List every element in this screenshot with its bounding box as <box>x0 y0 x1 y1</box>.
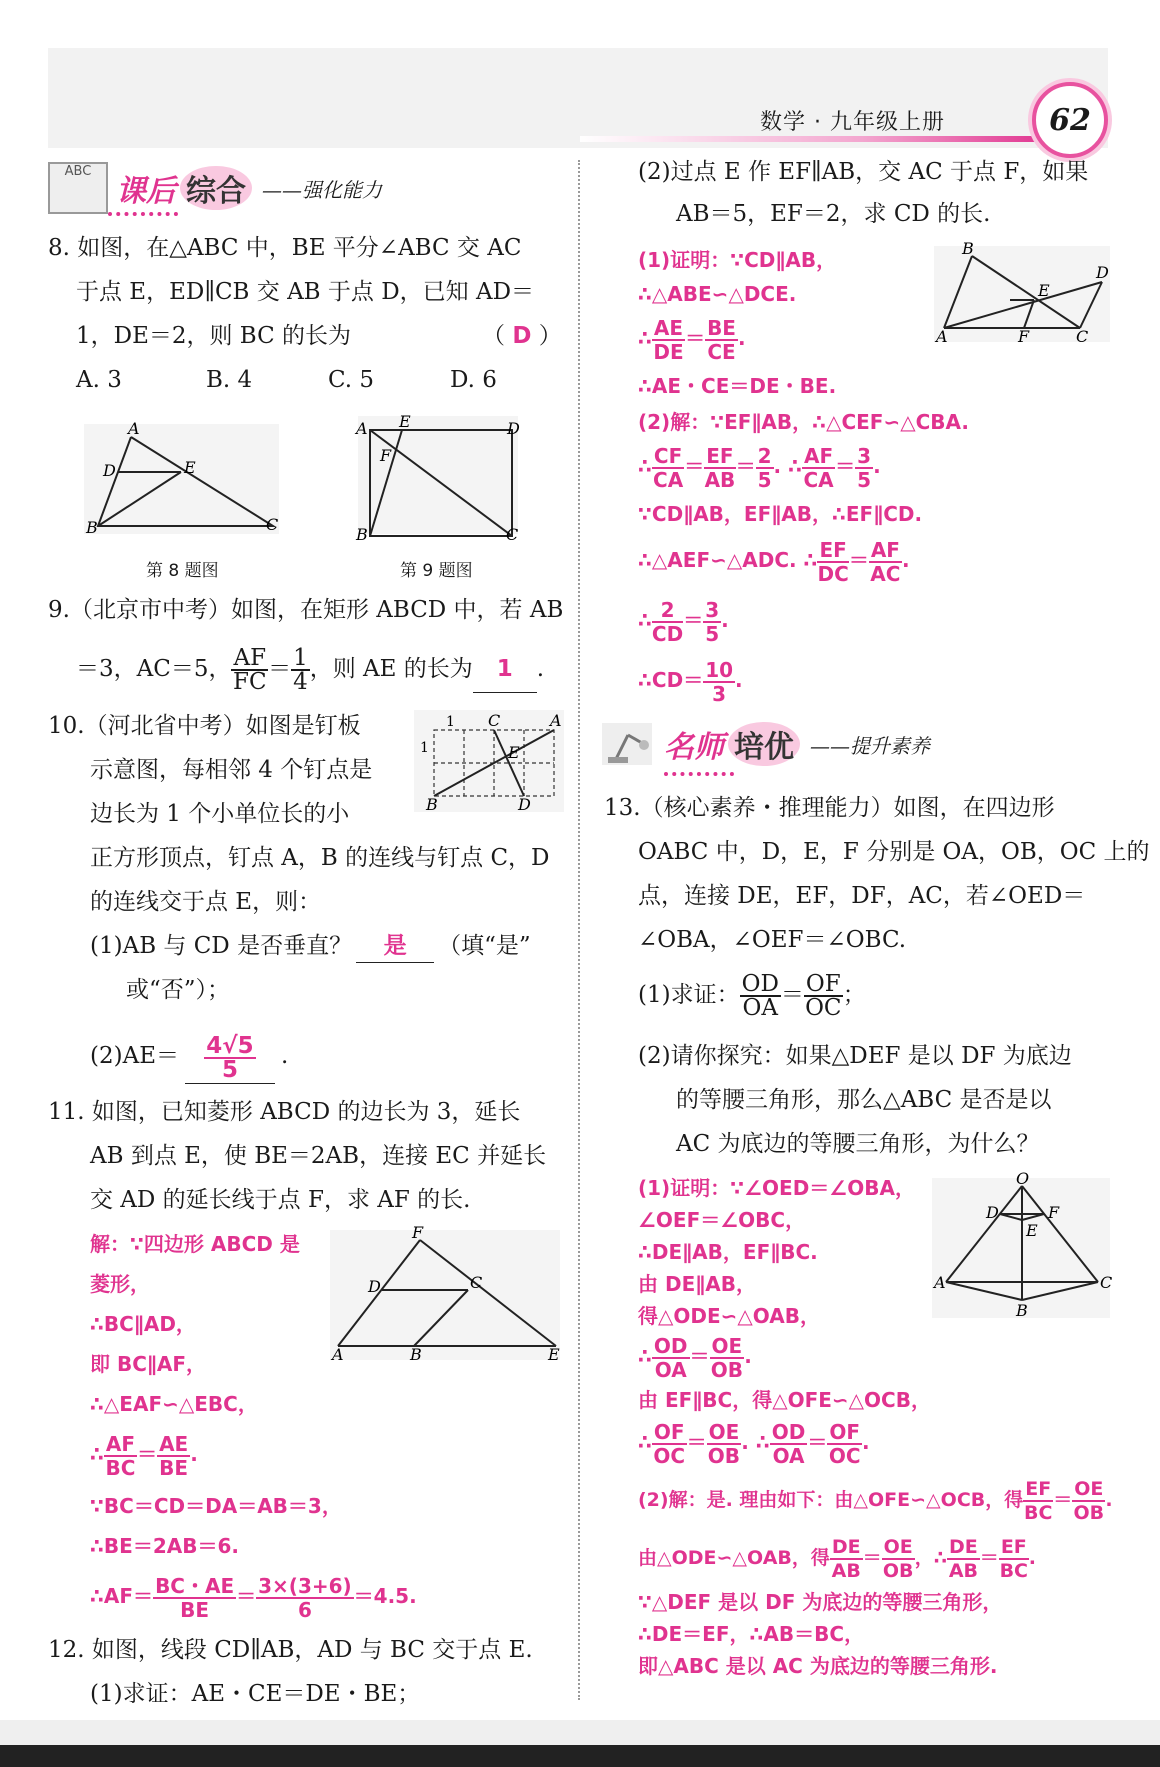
fig12-label-c: C <box>1076 327 1089 346</box>
q11-sol9-pre: ∴AF＝ <box>90 1584 154 1608</box>
q10-part2-end: . <box>280 1043 289 1069</box>
q8-option-a: A. 3 <box>76 367 122 393</box>
q10-part1-hint: （填“是” <box>438 933 531 959</box>
header-accent-line <box>580 136 1050 142</box>
q13-sol-5: 得△ODE∽△OAB， <box>638 1304 820 1328</box>
q12-sol-6 <box>638 442 881 491</box>
q12-sol3-pre: ∴ <box>638 326 652 350</box>
q12-s6-n4: AF <box>804 443 834 468</box>
q9-frac-af-fc <box>231 647 268 693</box>
q11-frac-ae-be <box>157 1433 190 1479</box>
q12-frac-ae-de <box>652 317 685 363</box>
figure-13 <box>930 1172 1112 1322</box>
q11-sol-3: ∴BC∥AD， <box>90 1312 196 1336</box>
q11-sol6-eq: ＝ <box>137 1442 158 1466</box>
q12-sol6-end: . <box>873 454 881 478</box>
q12-s6-n2: EF <box>706 443 734 468</box>
q13-p1-end: ； <box>842 982 866 1008</box>
q12-sol9-eq: ＝ <box>683 608 704 632</box>
q10-part2-answer <box>204 1032 255 1083</box>
q13-sol-frac-ef-bc2 <box>999 1536 1029 1582</box>
q13-sol-12: ∴DE＝EF，∴AB＝BC， <box>638 1622 865 1646</box>
q13-s6-d2: OB <box>710 1357 743 1382</box>
q12-sol6-mid: . ∴ <box>773 454 802 478</box>
q10-answer-den: 5 <box>221 1056 238 1083</box>
q12-sol6-eq1: ＝ <box>684 454 705 478</box>
q13-sol-10 <box>638 1534 1036 1582</box>
q13-sol-9 <box>638 1476 1113 1524</box>
q12-frac-af-ca <box>802 445 835 491</box>
q13-s10-pre: 由△ODE∽△OAB，得 <box>638 1547 830 1569</box>
fig10-label-b: B <box>426 795 438 814</box>
q12-frac-3-5b <box>703 599 721 645</box>
q11-frac1-num: AF <box>105 1431 136 1456</box>
fig9-caption: 第 9 题图 <box>400 561 473 581</box>
q13-sol-7: 由 EF∥BC，得△OFE∽△OCB， <box>638 1388 931 1412</box>
q13-line2: OABC 中，D，E，F 分别是 OA，OB，OC 上的 <box>638 839 1150 865</box>
q13-sol-frac-od-oa2 <box>770 1421 808 1467</box>
section-title-part2: 综合 <box>180 166 252 210</box>
q13-s8-d2: OB <box>707 1443 741 1468</box>
q12-s3-n1: AE <box>653 315 684 340</box>
fig8-label-d: D <box>103 461 116 480</box>
q12-frac-ef-ab <box>704 445 735 491</box>
section-title-part1: 课后 <box>116 174 176 209</box>
q13-part2c: AC 为底边的等腰三角形，为什么？ <box>676 1131 1040 1157</box>
q13-s6-end: . <box>744 1344 752 1368</box>
q13-s10-n4: EF <box>1000 1535 1027 1558</box>
q11-sol-1: 解：∵四边形 ABCD 是 <box>90 1232 300 1256</box>
q11-sol6-pre: ∴ <box>90 1442 104 1466</box>
q11-sol-5: ∴△EAF∽△EBC， <box>90 1392 258 1416</box>
q13-p1-eq: ＝ <box>780 982 804 1008</box>
fig9-label-b: B <box>356 525 368 542</box>
q12-sol-2: ∴△ABE∽△DCE. <box>638 282 797 306</box>
q11-frac4-num: 3×(3+6) <box>258 1573 352 1598</box>
q10-part2-blank <box>185 1031 275 1084</box>
q13-s6-d1: OA <box>654 1357 687 1382</box>
q13-s8-n3: OD <box>771 1419 806 1444</box>
figure-11 <box>328 1222 563 1362</box>
q13-s10-eq2: ＝ <box>979 1547 999 1569</box>
q13-frac-od-oa <box>740 973 781 1019</box>
q12-s6-d3: 5 <box>757 467 772 492</box>
q13-s10-d3: AB <box>948 1559 978 1582</box>
q13-sol-frac-od-oa <box>652 1335 690 1381</box>
q10-line5: 的连线交于点 E，则： <box>90 889 322 915</box>
q12-s8-d2: AC <box>870 561 901 586</box>
fig11-label-d: D <box>368 1277 381 1296</box>
q12-s3-n2: BE <box>707 315 736 340</box>
fig8-caption: 第 8 题图 <box>146 561 219 581</box>
q13-s10-n3: DE <box>949 1535 978 1558</box>
q13-sol-1: (1)证明：∵∠OED＝∠OBA， <box>638 1176 915 1200</box>
figure-10 <box>412 708 567 816</box>
q12-sol9-pre: ∴ <box>638 608 652 632</box>
fig8-label-a: A <box>128 419 140 438</box>
q12-frac-be-ce <box>705 317 738 363</box>
fig13-label-b: B <box>1016 1301 1028 1320</box>
q13-s6-eq: ＝ <box>689 1344 710 1368</box>
q9-line2 <box>76 646 544 693</box>
q12-line1: 12. 如图，线段 CD∥AB，AD 与 BC 交于点 E. <box>48 1637 533 1663</box>
figure-9 <box>352 410 527 542</box>
q13-sol-frac-de-ab <box>830 1536 863 1582</box>
footer-bar <box>0 1745 1160 1767</box>
q8-line2: 于点 E，ED∥CB 交 AB 于点 D，已知 AD＝ <box>76 279 535 305</box>
fig11-label-f: F <box>412 1223 424 1242</box>
q8-answer: D <box>512 323 532 349</box>
q12-s6-n3: 2 <box>757 443 772 468</box>
q10-line4: 正方形顶点，钉点 A，B 的连线与钉点 C，D <box>90 845 550 871</box>
q12-s9-d2: 5 <box>705 621 720 646</box>
footer-band <box>0 1720 1160 1745</box>
q8-option-b: B. 4 <box>206 367 253 393</box>
q13-sol-frac-oe-ob4 <box>882 1536 915 1582</box>
q10-part1-text: (1)AB 与 CD 是否垂直？ <box>90 933 353 959</box>
q13-s6-n1: OD <box>653 1333 688 1358</box>
q13-s8-n2: OE <box>708 1419 740 1444</box>
q9-frac2-num: 1 <box>293 645 308 671</box>
q13-s9-end: . <box>1105 1489 1113 1511</box>
q9-end: . <box>536 656 545 682</box>
fig10-label-a: A <box>550 711 562 730</box>
q11-sol9-eq: ＝ <box>236 1584 257 1608</box>
fig10-label-c: C <box>488 711 501 730</box>
q11-frac-af-bc <box>104 1433 137 1479</box>
q13-sol-frac-de-ab2 <box>947 1536 980 1582</box>
q13-sol-11: ∵△DEF 是以 DF 为底边的等腰三角形， <box>638 1590 1003 1614</box>
q12-s6-d4: CA <box>803 467 834 492</box>
q13-line3: 点，连接 DE，EF，DF，AC，若∠OED＝ <box>638 883 1086 909</box>
fig9-label-f: F <box>380 446 392 465</box>
q8-paren-close: ） <box>538 323 562 349</box>
q13-s8-eq2: ＝ <box>807 1430 828 1454</box>
fig11-label-b: B <box>410 1345 422 1362</box>
q13-s8-d1: OC <box>653 1443 686 1468</box>
q12-s6-n1: CF <box>653 443 683 468</box>
q12-sol6-eq2: ＝ <box>735 454 756 478</box>
q13-s10-end: . <box>1028 1547 1036 1569</box>
q12-frac-2-cd <box>652 599 683 645</box>
fig13-label-a: A <box>934 1273 946 1292</box>
header-band <box>48 48 1108 148</box>
q12-s3-d1: DE <box>653 339 684 364</box>
fig13-label-d: D <box>986 1203 999 1222</box>
fig8-label-c: C <box>266 515 279 534</box>
lamp-icon <box>598 719 656 769</box>
q8-answer-paren <box>482 320 562 352</box>
q12-sol6-eq3: ＝ <box>835 454 856 478</box>
q13-s8-eq: ＝ <box>686 1430 707 1454</box>
q11-frac3-num: BC・AE <box>155 1573 235 1598</box>
q12-s9-n1: 2 <box>652 599 683 623</box>
q9-frac-den: FC <box>232 669 267 695</box>
q11-frac2-den: BE <box>159 1455 189 1480</box>
page-number: 62 <box>1049 102 1091 138</box>
fig12-label-e: E <box>1038 281 1050 300</box>
section2-subtitle: ——提升素养 <box>810 733 930 758</box>
q12-s8-d1: DC <box>817 561 849 586</box>
book-icon-label: ABC <box>64 164 92 179</box>
q12-frac-2-5 <box>756 445 774 491</box>
section-subtitle: ——强化能力 <box>262 177 382 202</box>
fig12-label-d: D <box>1096 263 1109 282</box>
fig9-label-a: A <box>356 419 368 438</box>
q9-line1: 9.（北京市中考）如图，在矩形 ABCD 中，若 AB <box>48 597 564 623</box>
q13-sol-13: 即△ABC 是以 AC 为底边的等腰三角形. <box>638 1654 998 1678</box>
q12-sol10-end: . <box>735 668 743 692</box>
q13-s8-n1: OF <box>653 1419 685 1444</box>
q9-answer-blank <box>473 646 537 693</box>
q13-s8-d3: OA <box>772 1443 805 1468</box>
q9-eq: ＝ <box>268 656 292 682</box>
q12-s6-d2: AB <box>704 467 736 492</box>
q11-sol-9 <box>90 1572 417 1621</box>
q13-p1-n1: OD <box>741 971 779 997</box>
q10-part2 <box>90 1030 288 1084</box>
q12-frac-3-5 <box>855 445 873 491</box>
section-dots <box>108 212 178 220</box>
q13-sol-frac-of-oc2 <box>827 1421 862 1467</box>
q11-sol-2: 菱形， <box>90 1272 150 1296</box>
q9-frac-1-4 <box>291 647 310 693</box>
q10-answer-num: 4√5 <box>206 1032 254 1059</box>
q12-frac-cf-ca <box>652 445 684 491</box>
q11-frac1-den: BC <box>105 1455 136 1480</box>
fig8-label-e: E <box>184 458 196 477</box>
q13-frac-of-oc <box>804 973 843 1019</box>
q13-sol-frac-oe-ob2 <box>707 1421 742 1467</box>
q12-sol-10 <box>638 656 743 705</box>
book-icon <box>48 162 108 214</box>
q12-sol-7: ∵CD∥AB，EF∥AB，∴EF∥CD. <box>638 502 923 526</box>
q13-part1 <box>638 970 866 1020</box>
q13-s10-d2: OB <box>882 1559 914 1582</box>
q11-sol-6 <box>90 1430 198 1479</box>
q11-frac-calc <box>256 1575 354 1621</box>
q13-sol-2: ∠OEF＝∠OBC， <box>638 1208 806 1232</box>
q12-s10-d1: 3 <box>712 681 727 706</box>
fig11-label-e: E <box>548 1345 560 1362</box>
q11-frac4-den: 6 <box>297 1597 312 1622</box>
q13-line1: 13.（核心素养・推理能力）如图，在四边形 <box>604 795 1055 821</box>
fig12-label-f: F <box>1018 327 1030 346</box>
q13-s10-n2: OE <box>883 1535 913 1558</box>
q12-frac-af-ac <box>869 539 902 585</box>
q11-sol-4: 即 BC∥AF， <box>90 1352 207 1376</box>
q11-frac-bcae-be <box>153 1575 236 1621</box>
q11-line3: 交 AD 的延长线于点 F，求 AF 的长. <box>90 1187 471 1213</box>
q13-s10-n1: DE <box>831 1535 861 1558</box>
q13-part2a: (2)请你探究：如果△DEF 是以 DF 为底边 <box>638 1043 1072 1069</box>
fig9-label-e: E <box>399 412 411 431</box>
fig13-label-f: F <box>1048 1203 1060 1222</box>
q8-line1: 8. 如图，在△ABC 中，BE 平分∠ABC 交 AC <box>48 235 522 261</box>
figure-12 <box>932 240 1112 348</box>
q9-frac2-den: 4 <box>293 669 308 695</box>
q12-sol6-pre: ∴ <box>638 454 652 478</box>
fig11-label-a: A <box>332 1345 344 1362</box>
q13-s9-d2: OB <box>1073 1501 1105 1524</box>
q11-frac3-den: BE <box>180 1597 210 1622</box>
q9-answer: 1 <box>496 656 513 682</box>
q12-s8-n1: EF <box>819 537 847 562</box>
q13-s6-pre: ∴ <box>638 1344 652 1368</box>
q12-sol-1: (1)证明：∵CD∥AB， <box>638 248 837 272</box>
q13-s10-mid: ，∴ <box>914 1547 948 1569</box>
q9-text-b: ，则 AE 的长为 <box>309 656 473 682</box>
q12-sol8-eq: ＝ <box>848 548 869 572</box>
fig11-label-c: C <box>470 1273 483 1292</box>
q12-s9-n2: 3 <box>705 597 720 622</box>
q13-s6-n2: OE <box>711 1333 743 1358</box>
q12-sol-8 <box>638 536 910 585</box>
q11-frac2-num: AE <box>159 1431 189 1456</box>
q12-sol3-end: . <box>737 326 746 350</box>
q10-line3: 边长为 1 个小单位长的小 <box>90 801 350 827</box>
q12-sol9-end: . <box>721 608 729 632</box>
fig9-label-c: C <box>506 525 519 542</box>
q13-sol-frac-of-oc <box>652 1421 687 1467</box>
q11-line1: 11. 如图，已知菱形 ABCD 的边长为 3，延长 <box>48 1099 521 1125</box>
q10-part1-blank <box>356 930 434 963</box>
q13-s8-d4: OC <box>828 1443 861 1468</box>
q13-sol-4: 由 DE∥AB， <box>638 1272 756 1296</box>
section-title-advanced <box>598 716 930 772</box>
section2-title-part2: 培优 <box>728 722 800 766</box>
q12-s8-n2: AF <box>870 537 900 562</box>
q12-sol10-pre: ∴CD＝ <box>638 668 704 692</box>
fig12-label-b: B <box>962 240 974 258</box>
fig9-label-d: D <box>507 419 520 438</box>
q10-part2-text: (2)AE＝ <box>90 1043 179 1069</box>
q13-s8-mid: . ∴ <box>741 1430 770 1454</box>
q13-s8-n4: OF <box>829 1419 861 1444</box>
q12-part2b: AB＝5，EF＝2，求 CD 的长. <box>676 201 991 227</box>
q12-part1: (1)求证：AE・CE＝DE・BE； <box>90 1681 421 1707</box>
q11-sol6-end: . <box>190 1442 198 1466</box>
figure-8 <box>78 418 288 543</box>
q9-frac-num: AF <box>233 645 267 671</box>
q12-frac-ef-dc <box>817 539 848 585</box>
fig10-label-d: D <box>518 795 531 814</box>
q12-s6-d5: 5 <box>857 467 872 492</box>
q10-part1-answer: 是 <box>383 933 407 959</box>
q8-option-d: D. 6 <box>450 367 497 393</box>
section2-dots <box>664 772 734 780</box>
q13-p1-d2: OC <box>805 995 842 1021</box>
header-subject: 数学 · 九年级上册 <box>760 110 945 135</box>
q12-sol-3 <box>638 314 746 363</box>
fig13-label-c: C <box>1100 1273 1112 1292</box>
q13-s9-pre: (2)解：是. 理由如下：由△OFE∽△OCB，得 <box>638 1489 1024 1511</box>
q13-sol-frac-oe-ob <box>710 1335 745 1381</box>
q13-line4: ∠OBA，∠OEF＝∠OBC. <box>638 927 907 953</box>
q11-sol9-end: ＝4.5. <box>353 1584 417 1608</box>
page-number-badge <box>1032 82 1108 158</box>
q11-sol-8: ∴BE＝2AB＝6. <box>90 1534 239 1558</box>
q12-sol-4: ∴AE・CE＝DE・BE. <box>638 374 837 398</box>
q13-p1-pre: (1)求证： <box>638 982 740 1008</box>
q12-s9-d1: CD <box>651 621 684 646</box>
q12-sol8-pre: ∴△AEF∽△ADC. ∴ <box>638 548 818 572</box>
q13-part2b: 的等腰三角形，那么△ABC 是否是以 <box>676 1087 1052 1113</box>
column-divider <box>578 160 580 1700</box>
fig13-label-o: O <box>1016 1172 1030 1188</box>
fig13-label-e: E <box>1026 1221 1038 1240</box>
q11-line2: AB 到点 E，使 BE＝2AB，连接 EC 并延长 <box>90 1143 547 1169</box>
q12-s6-n5: 3 <box>857 443 872 468</box>
q8-paren-open: （ <box>482 323 505 349</box>
section2-title-part1: 名师 <box>664 730 724 765</box>
q12-s3-d2: CE <box>707 339 736 364</box>
q8-line3: 1，DE＝2，则 BC 的长为 <box>76 323 352 349</box>
fig10-label-1a: 1 <box>446 714 455 730</box>
q9-text-a: ＝3，AC＝5， <box>76 656 232 682</box>
q12-part2a: (2)过点 E 作 EF∥AB，交 AC 于点 F，如果 <box>638 159 1089 185</box>
q11-sol-7: ∵BC＝CD＝DA＝AB＝3， <box>90 1494 342 1518</box>
q12-sol-9 <box>638 596 729 645</box>
q13-sol-frac-ef-bc <box>1023 1478 1053 1524</box>
q12-sol3-eq: ＝ <box>685 326 706 350</box>
q13-p1-n2: OF <box>805 971 841 997</box>
fig8-label-b: B <box>86 518 98 537</box>
q13-s10-d4: BC <box>999 1559 1029 1582</box>
q13-s10-eq: ＝ <box>862 1547 882 1569</box>
q13-p1-d1: OA <box>742 995 778 1021</box>
fig12-label-a: A <box>936 327 948 346</box>
q10-line1: 10.（河北省中考）如图是钉板 <box>48 713 361 739</box>
fig10-label-1b: 1 <box>420 740 429 756</box>
q12-s6-d1: CA <box>653 467 684 492</box>
q13-sol-3: ∴DE∥AB，EF∥BC. <box>638 1240 818 1264</box>
q10-part1-hint2: 或“否”）； <box>126 977 231 1003</box>
q13-s9-n1: EF <box>1025 1477 1052 1500</box>
q12-sol-5: (2)解：∵EF∥AB，∴△CEF∽△CBA. <box>638 410 969 434</box>
q13-sol-6 <box>638 1332 752 1381</box>
q13-s8-pre: ∴ <box>638 1430 652 1454</box>
q13-sol-frac-oe-ob3 <box>1072 1478 1105 1524</box>
q13-sol-8 <box>638 1418 870 1467</box>
q12-sol8-end: . <box>901 548 910 572</box>
section-title-homework <box>48 160 382 216</box>
fig10-label-e: E <box>508 743 520 762</box>
q12-frac-10-3 <box>703 659 735 705</box>
q8-option-c: C. 5 <box>328 367 375 393</box>
q13-s9-d1: BC <box>1024 1501 1053 1524</box>
q10-part1 <box>90 930 531 963</box>
q13-s10-d1: AB <box>831 1559 861 1582</box>
q12-s10-n1: 10 <box>705 657 734 682</box>
q13-s9-eq: ＝ <box>1053 1489 1073 1511</box>
q10-line2: 示意图，每相邻 4 个钉点是 <box>90 757 373 783</box>
q13-s8-end: . <box>862 1430 870 1454</box>
q13-s9-n2: OE <box>1074 1477 1104 1500</box>
